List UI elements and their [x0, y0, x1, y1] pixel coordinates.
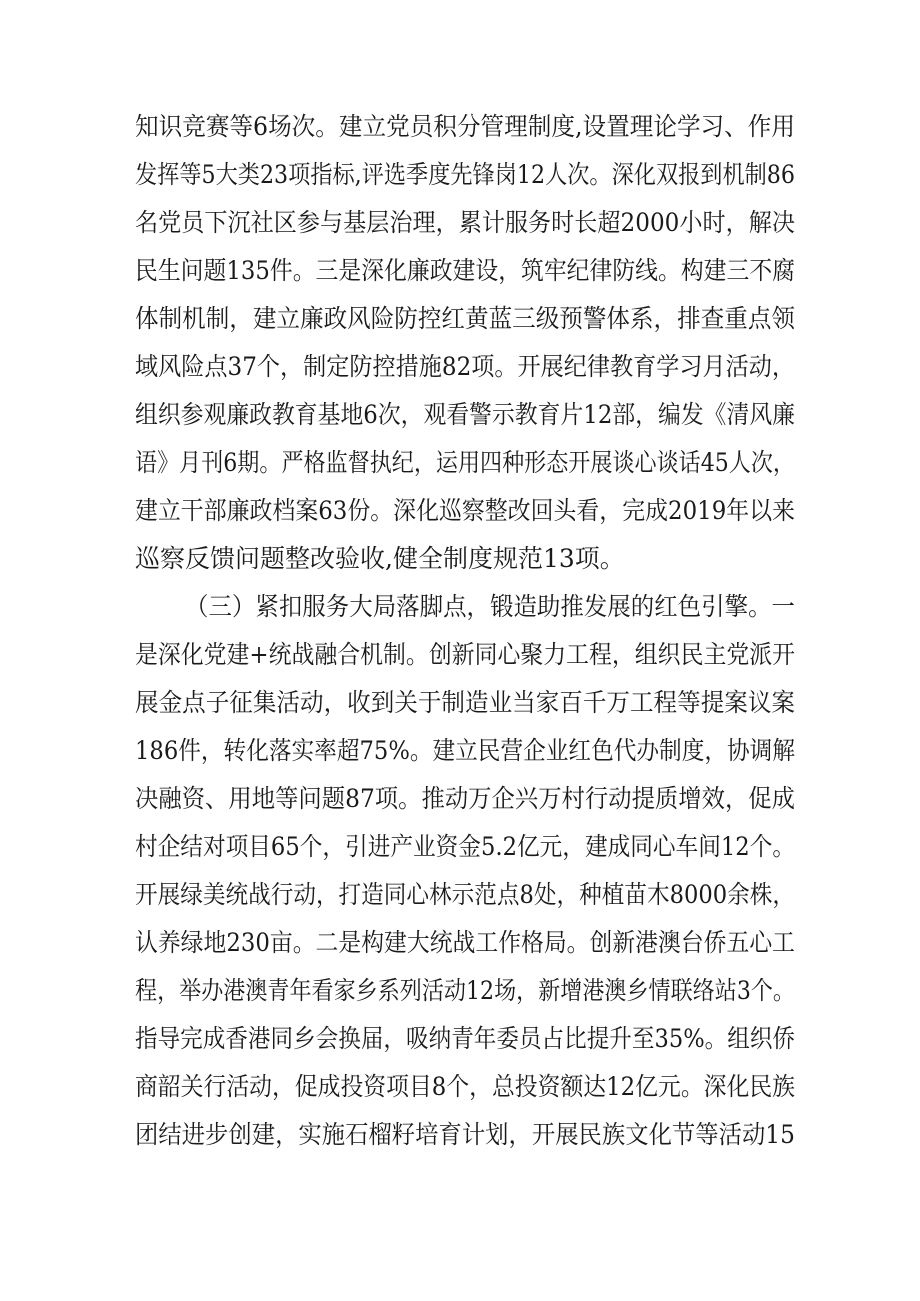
text-line-18: 认养绿地230亩。二是构建大统战工作格局。创新港澳台侨五心工	[135, 928, 795, 957]
text-line-21: 商韶关行活动，促成投资项目8个，总投资额达12亿元。深化民族	[135, 1072, 795, 1101]
text-line-17: 开展绿美统战行动，打造同心林示范点8处，种植苗木8000余株，	[135, 880, 795, 909]
text-line-9: 建立干部廉政档案63份。深化巡察整改回头看，完成2019年以来	[135, 496, 795, 525]
text-line-22: 团结进步创建，实施石榴籽培育计划，开展民族文化节等活动15	[135, 1120, 795, 1149]
text-line-15: 决融资、用地等问题87项。推动万企兴万村行动提质增效，促成	[135, 784, 795, 813]
text-line-5: 体制机制，建立廉政风险防控红黄蓝三级预警体系，排查重点领	[135, 304, 795, 333]
text-line-1: 知识竞赛等6场次。建立党员积分管理制度,设置理论学习、作用	[135, 112, 795, 141]
text-line-20: 指导完成香港同乡会换届，吸纳青年委员占比提升至35%。组织侨	[135, 1024, 795, 1053]
text-line-16: 村企结对项目65个，引进产业资金5.2亿元，建成同心车间12个。	[135, 832, 795, 861]
text-line-6: 域风险点37个，制定防控措施82项。开展纪律教育学习月活动，	[135, 352, 795, 381]
text-line-3: 名党员下沉社区参与基层治理，累计服务时长超2000小时，解决	[135, 208, 795, 237]
text-line-14: 186件，转化落实率超75%。建立民营企业红色代办制度，协调解	[135, 736, 795, 765]
text-line-7: 组织参观廉政教育基地6次，观看警示教育片12部，编发《清风廉	[135, 400, 795, 429]
text-line-13: 展金点子征集活动，收到关于制造业当家百千万工程等提案议案	[135, 688, 795, 717]
text-line-8: 语》月刊6期。严格监督执纪，运用四种形态开展谈心谈话45人次，	[135, 448, 795, 477]
section-heading-line: （三）紧扣服务大局落脚点，锻造助推发展的红色引擎。一	[185, 592, 795, 621]
text-line-19: 程，举办港澳青年看家乡系列活动12场，新增港澳乡情联络站3个。	[135, 976, 795, 1005]
text-line-4: 民生问题135件。三是深化廉政建设，筑牢纪律防线。构建三不腐	[135, 256, 795, 285]
text-line-10: 巡察反馈问题整改验收,健全制度规范13项。	[135, 544, 625, 573]
text-line-12: 是深化党建+统战融合机制。创新同心聚力工程，组织民主党派开	[135, 640, 795, 669]
text-line-2: 发挥等5大类23项指标,评选季度先锋岗12人次。深化双报到机制86	[135, 160, 795, 189]
